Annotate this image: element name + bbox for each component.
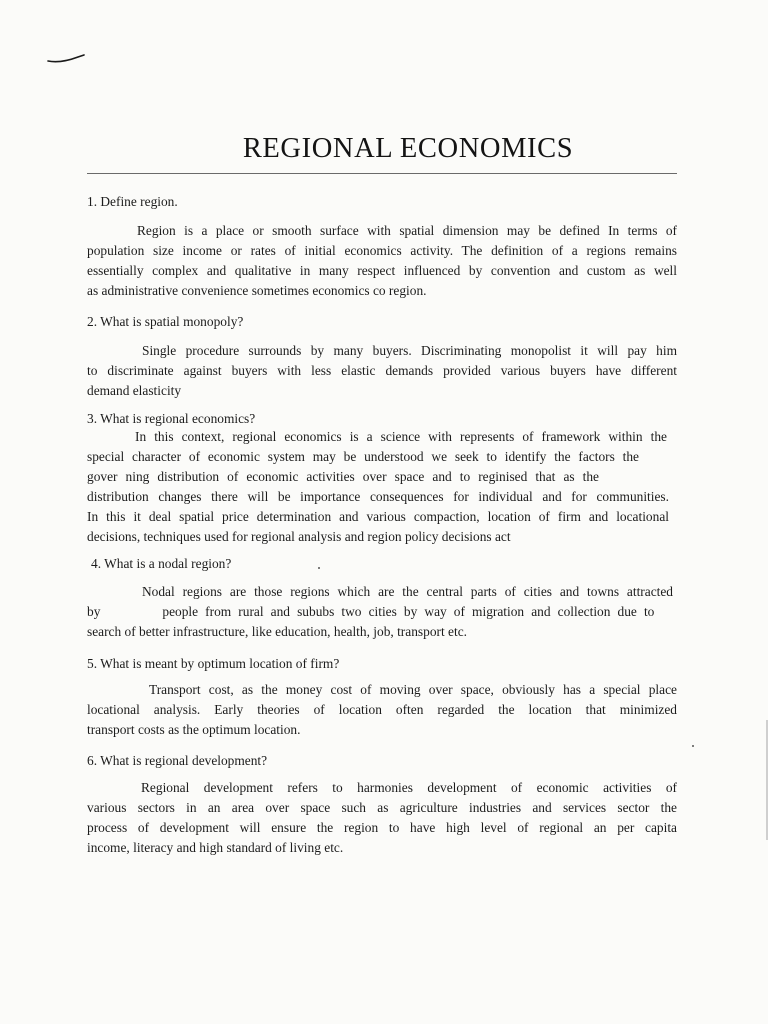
answer-2 bbox=[87, 341, 677, 401]
title-underline bbox=[87, 173, 677, 174]
question-5: 5. What is meant by optimum location of firm? bbox=[87, 656, 340, 671]
answer-line: decisions, techniques used for regional analysis and region policy decisions act bbox=[87, 529, 511, 544]
answer-line: essentially complex and qualitative in many respect influenced by convention and custom as well bbox=[87, 263, 677, 278]
answer-line: Regional development refers to harmonies development of economic activities of bbox=[141, 780, 677, 795]
question-3: 3. What is regional economics? bbox=[87, 411, 256, 426]
answer-5 bbox=[87, 680, 677, 740]
document-title: REGIONAL ECONOMICS bbox=[242, 133, 574, 164]
answer-1 bbox=[87, 221, 677, 301]
answer-line: demand elasticity bbox=[87, 383, 182, 398]
answer-line: Single procedure surrounds by many buyers. Discriminating monopolist it will pay him bbox=[142, 343, 677, 358]
answer-line: locational analysis. Early theories of location often regarded the location that minimized bbox=[87, 702, 677, 717]
scan-speck bbox=[692, 745, 694, 747]
answer-4 bbox=[87, 582, 677, 642]
question-6: 6. What is regional development? bbox=[87, 753, 268, 768]
answer-line: search of better infrastructure, like education, health, job, transport etc. bbox=[87, 624, 467, 639]
answer-6 bbox=[87, 778, 677, 858]
answer-line-by bbox=[87, 602, 677, 622]
answer-line: various sectors in an area over space such as agriculture industries and services sector the bbox=[87, 800, 677, 815]
answer-3 bbox=[87, 427, 677, 547]
answer-line: to discriminate against buyers with less elastic demands provided various buyers have different bbox=[87, 363, 677, 378]
answer-line: as administrative convenience sometimes economics co region. bbox=[87, 283, 427, 298]
answer-line: special character of economic system may be understood we seek to identify the factors the bbox=[87, 449, 639, 464]
answer-line: population size income or rates of initial economics activity. The definition of a regions remains bbox=[87, 243, 677, 258]
pen-mark-scribble bbox=[46, 52, 86, 66]
answer-line: Transport cost, as the money cost of moving over space, obviously has a special place bbox=[149, 682, 677, 697]
answer-line: people from rural and sububs two cities by way of migration and collection due to bbox=[162, 604, 655, 619]
answer-word-by: by bbox=[87, 604, 101, 619]
answer-line: transport costs as the optimum location. bbox=[87, 722, 301, 737]
answer-line: Nodal regions are those regions which are the central parts of cities and towns attracted bbox=[142, 584, 673, 599]
question-2: 2. What is spatial monopoly? bbox=[87, 314, 244, 329]
answer-line: In this it deal spatial price determination and various compaction, location of firm and locational bbox=[87, 509, 669, 524]
answer-line: gover ning distribution of economic activities over space and to reginised that as the bbox=[87, 469, 599, 484]
question-1: 1. Define region. bbox=[87, 194, 178, 209]
answer-line: income, literacy and high standard of living etc. bbox=[87, 840, 344, 855]
question-4: 4. What is a nodal region? bbox=[91, 556, 232, 571]
answer-line: process of development will ensure the region to have high level of regional an per capita bbox=[87, 820, 677, 835]
answer-line: Region is a place or smooth surface with spatial dimension may be defined In terms of bbox=[137, 223, 677, 238]
answer-line: distribution changes there will be importance consequences for individual and for communities. bbox=[87, 489, 669, 504]
scan-speck bbox=[318, 567, 320, 569]
answer-line: In this context, regional economics is a science with represents of framework within the bbox=[135, 429, 667, 444]
